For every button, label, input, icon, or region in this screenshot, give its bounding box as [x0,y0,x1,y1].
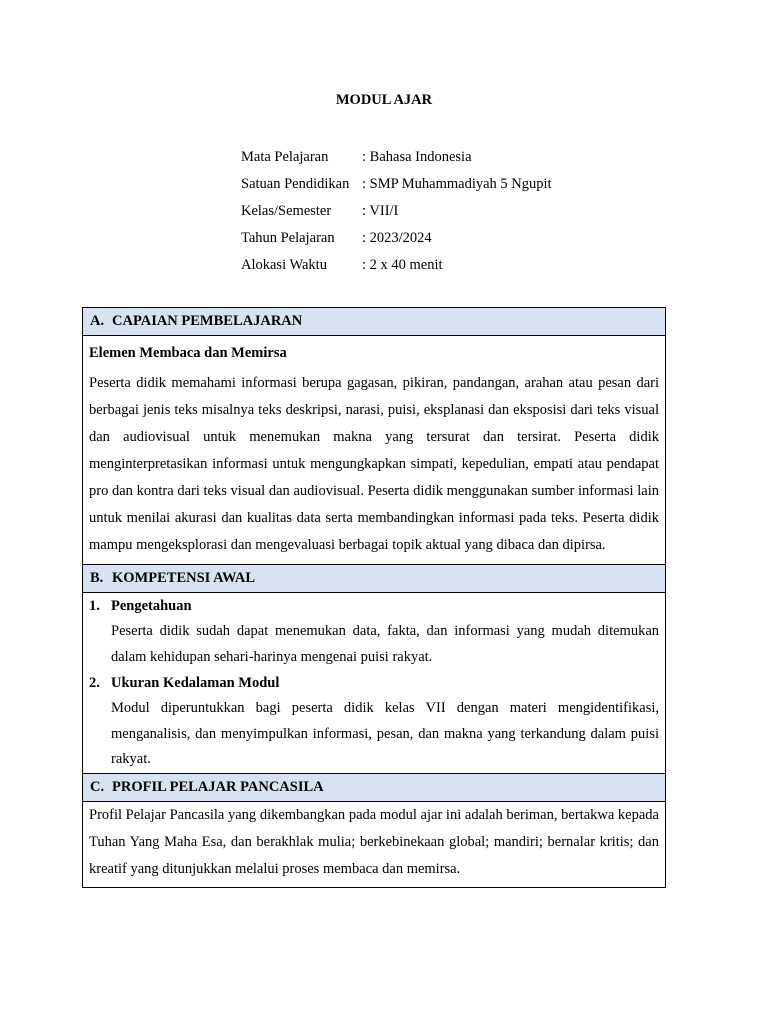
module-info-table [241,144,552,279]
info-row [241,225,552,252]
section-heading: PROFIL PELAJAR PANCASILA [112,778,324,795]
info-row [241,252,552,279]
section-heading: CAPAIAN PEMBELAJARAN [112,313,303,329]
info-row [241,171,552,198]
info-label: Tahun Pelajaran [241,230,335,246]
info-value: : Bahasa Indonesia [362,149,472,165]
document-title: MODUL AJAR [335,92,433,108]
section-b-list [83,593,665,773]
section-letter: B. [90,570,104,586]
list-item-title [89,593,659,619]
info-label: Mata Pelajaran [241,149,329,165]
info-label: Kelas/Semester [241,203,332,219]
list-item-number: 2. [89,675,100,691]
section-heading: KOMPETENSI AWAL [112,570,256,586]
info-label: Satuan Pendidikan [241,176,350,192]
list-item-text: Modul diperuntukkan bagi peserta didik kelas VII dengan materi mengidentifikasi, menganalisis, dan menyimpulkan informasi, pesan, dan makna yang terkandung dalam puisi rakyat. [111,700,659,767]
info-value: : 2 x 40 menit [362,257,443,273]
info-label: Alokasi Waktu [241,257,327,273]
list-item-heading: Pengetahuan [111,598,192,614]
section-c-text: Profil Pelajar Pancasila yang dikembangkan pada modul ajar ini adalah beriman, bertakwa kepada Tuhan Yang Maha Esa, dan berakhlak mulia; berkebinekaan global; mandiri; bernalar kritis; dan kreatif yang ditunjukkan melalui proses membaca dan memirsa. [89,806,659,877]
section-letter: C. [90,778,105,795]
list-item-heading: Ukuran Kedalaman Modul [111,675,280,691]
section-a-header [83,308,665,336]
module-content-box [82,307,666,888]
section-a-text: Peserta didik memahami informasi berupa gagasan, pikiran, pandangan, arahan atau pesan dari berbagai jenis teks misalnya teks deskripsi, narasi, puisi, eksplanasi dan eksposisi dari teks visual dan audiovisual untuk menemukan makna yang tersurat dan tersirat. Peserta didik menginterpretasikan informasi untuk mengungkapkan simpati, kepedulian, empati atau pendapat pro dan kontra dari teks visual dan audiovisual. Peserta didik menggunakan sumber informasi lain untuk menilai akurasi dan kualitas data serta membandingkan informasi pada teks. Peserta didik mampu mengeksplorasi dan mengevaluasi berbagai topik aktual yang dibaca dan dipirsa. [89,375,659,553]
list-item-text: Peserta didik sudah dapat menemukan data, fakta, dan informasi yang mudah ditemukan dalam kehidupan sehari-harinya mengenai puisi rakyat. [111,623,659,665]
section-a-subheading: Elemen Membaca dan Memirsa [89,345,287,361]
info-value: : VII/I [362,203,399,219]
info-value: : 2023/2024 [362,230,432,246]
list-item-title [89,670,659,696]
section-c-header [83,773,665,802]
section-b-header [83,564,665,593]
info-row [241,198,552,225]
info-value: : SMP Muhammadiyah 5 Ngupit [362,176,552,192]
info-row [241,144,552,171]
list-item-number: 1. [89,598,100,614]
section-letter: A. [90,313,105,329]
